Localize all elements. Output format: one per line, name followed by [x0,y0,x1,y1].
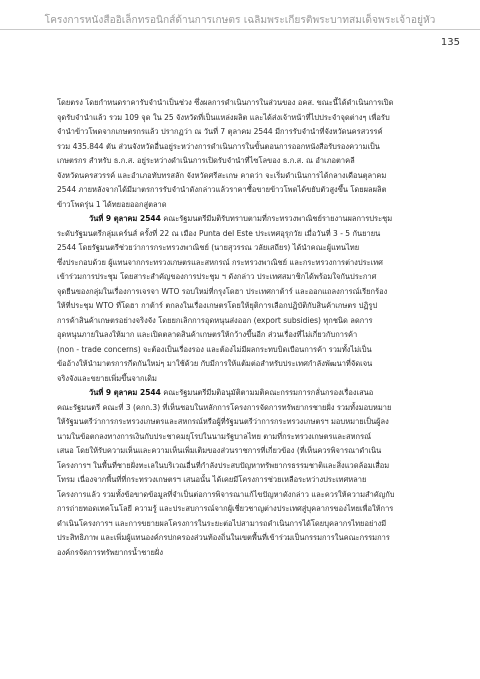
text-line: นามในข้อตกลงทางการเงินกับประชาคมยุโรปในนามรัฐบาลไทย ตามที่กระทรวงเกษตรและสหกรณ์ [57,431,372,441]
text-line: จำนำข้าวโพดจากเกษตรกรแล้ว ปรากฏว่า ณ วันที่ 7 ตุลาคม 2544 มีการรับจำนำที่จังหวัดนครสวรรค์ [57,127,383,136]
text-line: ข้ออ้างให้นำมาตรการกีดกันใหม่ๆ มาใช้ด้วย กับมีการให้แต้มต่อสำหรับประเทศกำลังพัฒนาที่จัดเจน [57,359,373,368]
text-line: การค้าสินค้าเกษตรอย่างจริงจัง โดยยกเลิกการอุดหนุนส่งออก (export subsidies) ทุกชนิด ลดการ [57,315,373,325]
page-number: 135 [440,37,460,48]
paragraph-3 [57,386,460,560]
header-divider [0,29,480,30]
text-line: เข้าร่วมการประชุม โดยสาระสำคัญของการประชุม ฯ ดังกล่าว ประเทศสมาชิกได้พร้อมใจกันประกาศ [57,272,377,281]
text-line: คณะรัฐมนตรี คณะที่ 3 (คกก.3) ที่เห็นชอบในหลักการโครงการจัดการทรัพยากรชายฝั่ง รวมทั้งมอบหมาย [57,402,392,412]
date-lead: วันที่ 9 ตุลาคม 2544 [89,214,161,223]
text-line: (non - trade concerns) จะต้องเป็นเรื่องรอง และต้องไม่มีผลกระทบบิดเบือนการค้า รวมทั้งไม่เป็น [57,344,372,354]
text-line: จริงจังและขยายเพิ่มขึ้นจากเดิม [57,373,157,383]
body-text [57,96,460,560]
paragraph-2 [57,212,460,386]
text-line: จุดรับจำนำแล้ว รวม 109 จุด ใน 25 จังหวัดที่เป็นแหล่งผลิต และได้ส่งเจ้าหน้าที่ไปประจำจุดต่างๆ เพื่อรับ [57,112,390,122]
paragraph-1 [57,96,460,212]
text-line: โดยตรง โดยกำหนดราคารับจำนำเป็นช่วง ซึ่งผลการดำเนินการในส่วนของ อคส. ขณะนี้ได้ดำเนินการเปิด [57,98,394,107]
text-line: ซึ่งประกอบด้วย ผู้แทนจากกระทรวงเกษตรและสหกรณ์ กระทรวงพาณิชย์ และกระทรวงการต่างประเทศ [57,257,383,267]
lead-rest: คณะรัฐมนตรีมีมติรับทราบตามที่กระทรวงพาณิชย์รายงานผลการประชุม [160,214,393,223]
text-line: ระดับรัฐมนตรีกลุ่มเคร์นส์ ครั้งที่ 22 ณ เมือง Punta del Este ประเทศอุรุกวัย เมื่อวันที่ 3 - 5 กันยายน [57,228,381,238]
text-line: ดำเนินโครงการฯ และการขยายผลโครงการในระยะต่อไปสามารถดำเนินการได้โดยบุคลากรไทยอย่างมี [57,518,387,528]
text-line: อุดหนุนภายในลงให้มาก และเปิดตลาดสินค้าเกษตรให้กว้างขึ้นอีก ส่วนเรื่องที่ไม่เกี่ยวกับการค้า [57,330,358,339]
text-line: ให้ที่ประชุม WTO ที่โดฮา กาต้าร์ ตกลงในเรื่องเกษตรโดยให้ยุติการเลือกปฏิบัติกับสินค้าเกษตร ปฏิรูป [57,301,378,310]
text-line: องค์กรจัดการทรัพยากรน้ำชายฝั่ง [57,547,163,557]
text-line: โครงการแล้ว รวมทั้งข้อขาดข้อมูลที่จำเป็นต่อการพิจารณาแก้ไขปัญหาดังกล่าว และควรให้ความสำคัญกับ [57,489,395,499]
text-line [57,212,460,227]
text-line: จังหวัดนครสวรรค์ และอำเภอทับทรสลัก จังหวัดศรีสะเกษ คาดว่า จะเริ่มดำเนินการได้กลางเดือนตุลาคม [57,170,387,180]
text-line: โทรม เนื่องจากพื้นที่ที่กระทรวงเกษตรฯ เสนอนั้น ได้เคยมีโครงการช่วยเหลือระหว่างประเทศหลาย [57,475,367,484]
text-line [57,386,460,401]
text-line: ประสิทธิภาพ และเพิ่มผู้แทนองค์กรปกครองส่วนท้องถิ่นในเขตพื้นที่เข้าร่วมเป็นกรรมการในคณะกรรมการ [57,533,390,542]
text-line: จุดยืนของกลุ่มในเรื่องการเจรจา WTO รอบใหม่ที่กรุงโดฮา ประเทศกาต้าร์ และออกแถลงการณ์เรียกร้อง [57,286,388,296]
date-lead: วันที่ 9 ตุลาคม 2544 [89,388,161,397]
lead-rest: คณะรัฐมนตรีมีมติอนุมัติตามมติคณะกรรมการกลั่นกรองเรื่องเสนอ [160,388,374,397]
text-line: การถ่ายทอดเทคโนโลยี ความรู้ และประสบการณ์จากผู้เชี่ยวชาญต่างประเทศสู่บุคลากรของไทยเพื่อให้การ [57,504,394,513]
text-line: ข้าวโพดรุ่น 1 ได้ทยอยออกสู่ตลาด [57,199,167,209]
text-line: รวม 435.844 ตัน ส่วนจังหวัดอื่นอยู่ระหว่างการดำเนินการในขั้นตอนการออกหนังสือรับรองความเป็น [57,141,380,151]
text-line: โครงการฯ ในพื้นที่ชายฝั่งทะเลในบริเวณอื่นที่กำลังประสบปัญหาทรัพยากรธรรมชาติและสิ่งแวดล้อมเสื่อม [57,460,390,470]
text-line: 2544 ภายหลังจากได้มีมาตรการรับจำนำดังกล่าวแล้วราคาซื้อขายข้าวโพดได้ขยับตัวสูงขึ้น โดยผลผลิต [57,185,387,194]
text-line: 2544 โดยรัฐมนตรีช่วยว่าการกระทรวงพาณิชย์ (นายสุวรรณ วลัยเสถียร) ได้นำคณะผู้แทนไทย [57,243,360,252]
text-line: ให้รัฐมนตรีว่าการกระทรวงเกษตรและสหกรณ์หรือผู้ที่รัฐมนตรีว่าการกระทรวงเกษตรฯ มอบหมายเป็นผู้ลง [57,417,389,426]
text-line: เกษตรกร สำหรับ ธ.ก.ส. อยู่ระหว่างดำเนินการเปิดรับจำนำที่ไซโลของ ธ.ก.ส. ณ อำเภอตาคลี [57,156,355,165]
running-header: โครงการหนังสืออิเล็กทรอนิกส์ด้านการเกษตร เฉลิมพระเกียรติพระบาทสมเด็จพระเจ้าอยู่หัว [44,15,436,26]
text-line: เสนอ โดยให้รับความเห็นและความเห็นเพิ่มเติมของส่วนราชการที่เกี่ยวข้อง (ที่เห็นควรพิจารณาดำเนิน [57,446,382,455]
